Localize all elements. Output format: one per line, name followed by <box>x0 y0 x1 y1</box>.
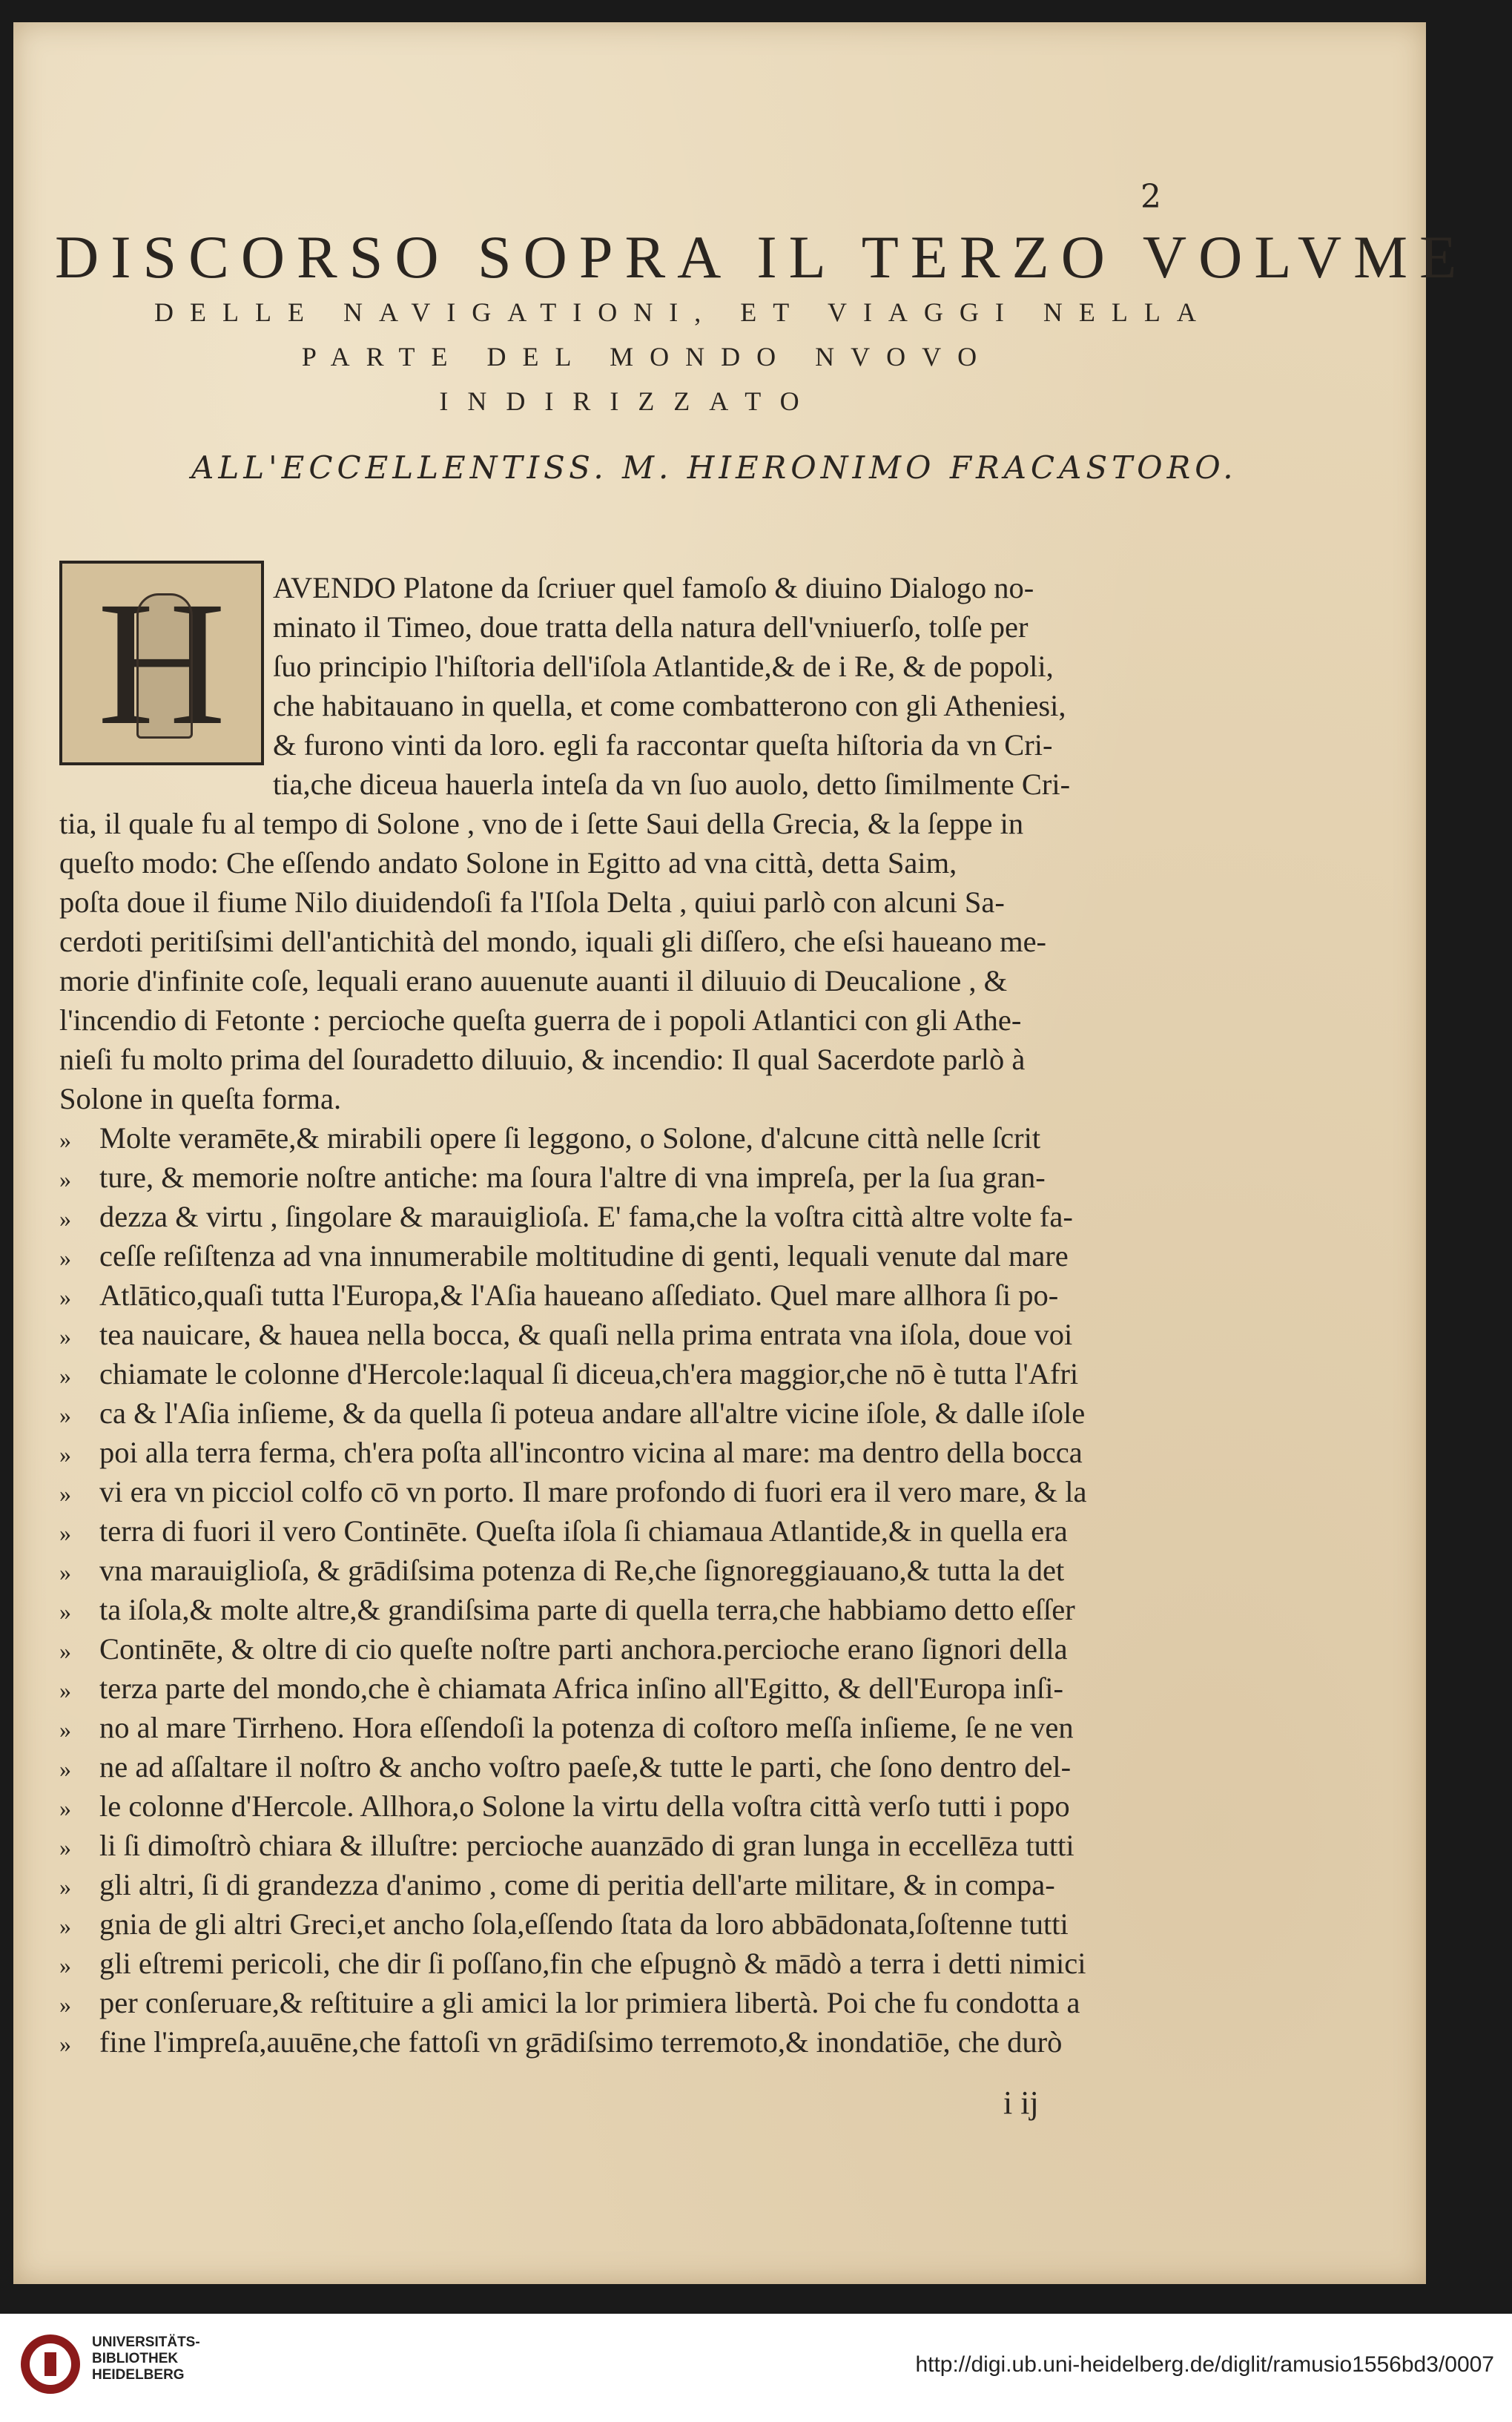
quoted-text-line <box>59 1236 1242 1278</box>
quoted-text: fine l'impreſa,auuēne,che fattoſi vn grādiſsimo terremoto,& inondatiōe, che durò <box>99 2025 1063 2059</box>
quote-marker: » <box>59 1834 71 1861</box>
quoted-text-line <box>59 1354 1242 1396</box>
quote-marker: » <box>59 1637 71 1664</box>
quote-marker: » <box>59 1441 71 1468</box>
quoted-text: ceſſe reſiſtenza ad vna innumerabile moltitudine di genti, lequali venute dal mare <box>99 1239 1069 1273</box>
folio-number: 2 <box>1140 178 1161 216</box>
quoted-text-line <box>59 1865 1242 1907</box>
quote-marker: » <box>59 1126 71 1153</box>
quoted-text: li ſi dimoſtrò chiara & illuſtre: percioche auanzādo di gran lunga in eccellēza tutti <box>99 1829 1074 1862</box>
quoted-text-line <box>59 1315 1242 1356</box>
quote-marker: » <box>59 1244 71 1271</box>
text-line: Solone in queſta forma. <box>59 1082 342 1115</box>
quoted-text: Atlātico,quaſi tutta l'Europa,& l'Aſia haueano aſſediato. Quel mare allhora ſi po- <box>99 1278 1059 1312</box>
quoted-text-line <box>59 1590 1242 1631</box>
library-name <box>92 2334 200 2383</box>
quoted-text: vi era vn picciol colfo cō vn porto. Il mare profondo di fuori era il vero mare, & la <box>99 1475 1087 1508</box>
text-line: minato il Timeo, doue tratta della natura dell'vniuerſo, tolſe per <box>273 610 1029 644</box>
quote-marker: » <box>59 2030 71 2057</box>
quoted-text: vna marauiglioſa, & grādiſsima potenza di Re,che ſignoreggiauano,& tutta la det <box>99 1554 1065 1587</box>
quoted-text-line <box>59 1276 1242 1317</box>
text-line: tia, il quale fu al tempo di Solone , vno de i ſette Saui della Grecia, & la ſeppe in <box>59 807 1024 840</box>
quoted-text-line <box>59 1669 1242 1710</box>
quote-marker: » <box>59 1323 71 1350</box>
quoted-text: chiamate le colonne d'Hercole:laqual ſi diceua,ch'era maggior,che nō è tutta l'Afri <box>99 1357 1079 1390</box>
quoted-text: Molte veramēte,& mirabili opere ſi leggono, o Solone, d'alcune città nelle ſcrit <box>99 1121 1041 1155</box>
quote-marker: » <box>59 1166 71 1192</box>
quote-marker: » <box>59 1952 71 1979</box>
text-line: nieſi fu molto prima del ſouradetto diluuio, & incendio: Il qual Sacerdote parlò à <box>59 1043 1026 1076</box>
quoted-text-line <box>59 1826 1242 1867</box>
quoted-text: no al mare Tirrheno. Hora eſſendoſi la potenza di coſtoro meſſa inſieme, ſe ne ven <box>99 1711 1074 1744</box>
quoted-text: dezza & virtu , ſingolare & marauiglioſa. E' fama,che la voſtra città altre volte fa- <box>99 1200 1073 1233</box>
quoted-text: ture, & memorie noſtre antiche: ma ſoura l'altre di vna impreſa, per la ſua gran- <box>99 1161 1046 1194</box>
library-name-line: BIBLIOTHEK <box>92 2351 179 2366</box>
quote-marker: » <box>59 1677 71 1703</box>
quoted-text: ca & l'Aſia inſieme, & da quella ſi poteua andare all'altre vicine iſole, & dalle iſole <box>99 1396 1086 1430</box>
text-line: che habitauano in quella, et come combatterono con gli Atheniesi, <box>273 689 1066 722</box>
quoted-text-line <box>59 1944 1242 1985</box>
quoted-text: le colonne d'Hercole. Allhora,o Solone la virtu della voſtra città verſo tutti i popo <box>99 1789 1070 1823</box>
quoted-text: ne ad aſſaltare il noſtro & ancho voſtro paeſe,& tutte le parti, che ſono dentro del- <box>99 1750 1072 1783</box>
quote-marker: » <box>59 1284 71 1310</box>
viewer-footer <box>0 2314 1512 2422</box>
quoted-text: tea nauicare, & hauea nella bocca, & quaſi nella prima entrata vna iſola, doue voi <box>99 1318 1073 1351</box>
figure-illustration-icon <box>136 593 193 739</box>
quoted-text-line <box>59 1786 1242 1828</box>
subtitle-line: INDIRIZZATO <box>439 386 819 416</box>
signature-mark: i ij <box>1003 2085 1039 2121</box>
dedication: ALL'ECCELLENTISS. M. HIERONIMO FRACASTORO. <box>191 449 1238 486</box>
text-line: cerdoti peritiſsimi dell'antichità del mondo, iquali gli diſſero, che eſsi haueano me- <box>59 925 1047 958</box>
subtitle-line: DELLE NAVIGATIONI, ET VIAGGI NELLA <box>154 297 1212 327</box>
text-line: poſta doue il fiume Nilo diuidendoſi fa l'Iſola Delta , quiui parlò con alcuni Sa- <box>59 885 1005 919</box>
quoted-text-line <box>59 1433 1242 1474</box>
quoted-text-line <box>59 1393 1242 1435</box>
quoted-text: gnia de gli altri Greci,et ancho ſola,eſſendo ſtata da loro abbādonata,ſoſtenne tutti <box>99 1907 1069 1941</box>
quoted-text-line <box>59 1511 1242 1553</box>
quoted-text-line <box>59 2022 1242 2064</box>
quote-marker: » <box>59 1480 71 1507</box>
quoted-text: terra di fuori il vero Continēte. Queſta iſola ſi chiamaua Atlantide,& in quella era <box>99 1514 1068 1548</box>
quoted-text-line <box>59 1158 1242 1199</box>
quoted-text: terza parte del mondo,che è chiamata Africa inſino all'Egitto, & dell'Europa inſi- <box>99 1672 1063 1705</box>
quoted-text-line <box>59 1629 1242 1671</box>
text-line: tia,che diceua hauerla inteſa da vn ſuo auolo, detto ſimilmente Cri- <box>273 768 1071 801</box>
drop-cap-letter: H <box>97 564 226 762</box>
subtitle-line: PARTE DEL MONDO NVOVO <box>301 342 994 372</box>
quote-marker: » <box>59 1402 71 1428</box>
text-line: ſuo principio l'hiſtoria dell'iſola Atlantide,& de i Re, & de popoli, <box>273 650 1054 683</box>
text-line: & furono vinti da loro. egli fa raccontar queſta hiſtoria da vn Cri- <box>273 728 1053 762</box>
quoted-text-line <box>59 1904 1242 1946</box>
quote-marker: » <box>59 1913 71 1939</box>
quote-marker: » <box>59 1559 71 1585</box>
library-name-line: HEIDELBERG <box>92 2367 185 2383</box>
quoted-text-line <box>59 1983 1242 2025</box>
quoted-text-line <box>59 1551 1242 1592</box>
text-line: morie d'infinite coſe, lequali erano auuenute auanti il diluuio di Deucalione , & <box>59 964 1008 997</box>
quoted-text: per conſeruare,& reſtituire a gli amici la lor primiera libertà. Poi che fu condotta a <box>99 1986 1080 2019</box>
text-line: queſto modo: Che eſſendo andato Solone in Egitto ad vna città, detta Saim, <box>59 846 957 880</box>
quote-marker: » <box>59 1598 71 1625</box>
quoted-text-line <box>59 1197 1242 1238</box>
quoted-text: poi alla terra ferma, ch'era poſta all'incontro vicina al mare: ma dentro della bocca <box>99 1436 1083 1469</box>
quoted-text: ta iſola,& molte altre,& grandiſsima parte di quella terra,che habbiamo detto eſſer <box>99 1593 1075 1626</box>
book-page <box>13 22 1469 2284</box>
library-name-line: UNIVERSITÄTS- <box>92 2334 200 2350</box>
quote-marker: » <box>59 1991 71 2018</box>
quoted-text-line <box>59 1472 1242 1514</box>
quote-marker: » <box>59 1873 71 1900</box>
quote-marker: » <box>59 1362 71 1389</box>
quote-marker: » <box>59 1519 71 1546</box>
quoted-text: gli eſtremi pericoli, che dir ſi poſſano,fin che eſpugnò & mādò a terra i detti nimici <box>99 1947 1086 1980</box>
drop-cap-initial <box>59 561 264 765</box>
quote-marker: » <box>59 1755 71 1782</box>
quoted-text-line <box>59 1708 1242 1749</box>
university-seal-icon <box>16 2330 85 2398</box>
quoted-text: gli altri, ſi di grandezza d'animo , come di peritia dell'arte militare, & in compa- <box>99 1868 1055 1901</box>
page-title: DISCORSO SOPRA IL TERZO VOLVME <box>55 223 1469 291</box>
quote-marker: » <box>59 1716 71 1743</box>
source-url[interactable]: http://digi.ub.uni-heidelberg.de/diglit/ramusio1556bd3/0007 <box>915 2352 1494 2377</box>
quoted-text-line <box>59 1118 1242 1160</box>
text-line: AVENDO Platone da ſcriuer quel famoſo & diuino Dialogo no- <box>273 571 1034 604</box>
quote-marker: » <box>59 1205 71 1232</box>
quoted-text: Continēte, & oltre di cio queſte noſtre parti anchora.percioche erano ſignori della <box>99 1632 1068 1666</box>
quoted-text-line <box>59 1747 1242 1789</box>
quote-marker: » <box>59 1795 71 1821</box>
text-line: l'incendio di Fetonte : percioche queſta guerra de i popoli Atlantici con gli Athe- <box>59 1003 1022 1037</box>
